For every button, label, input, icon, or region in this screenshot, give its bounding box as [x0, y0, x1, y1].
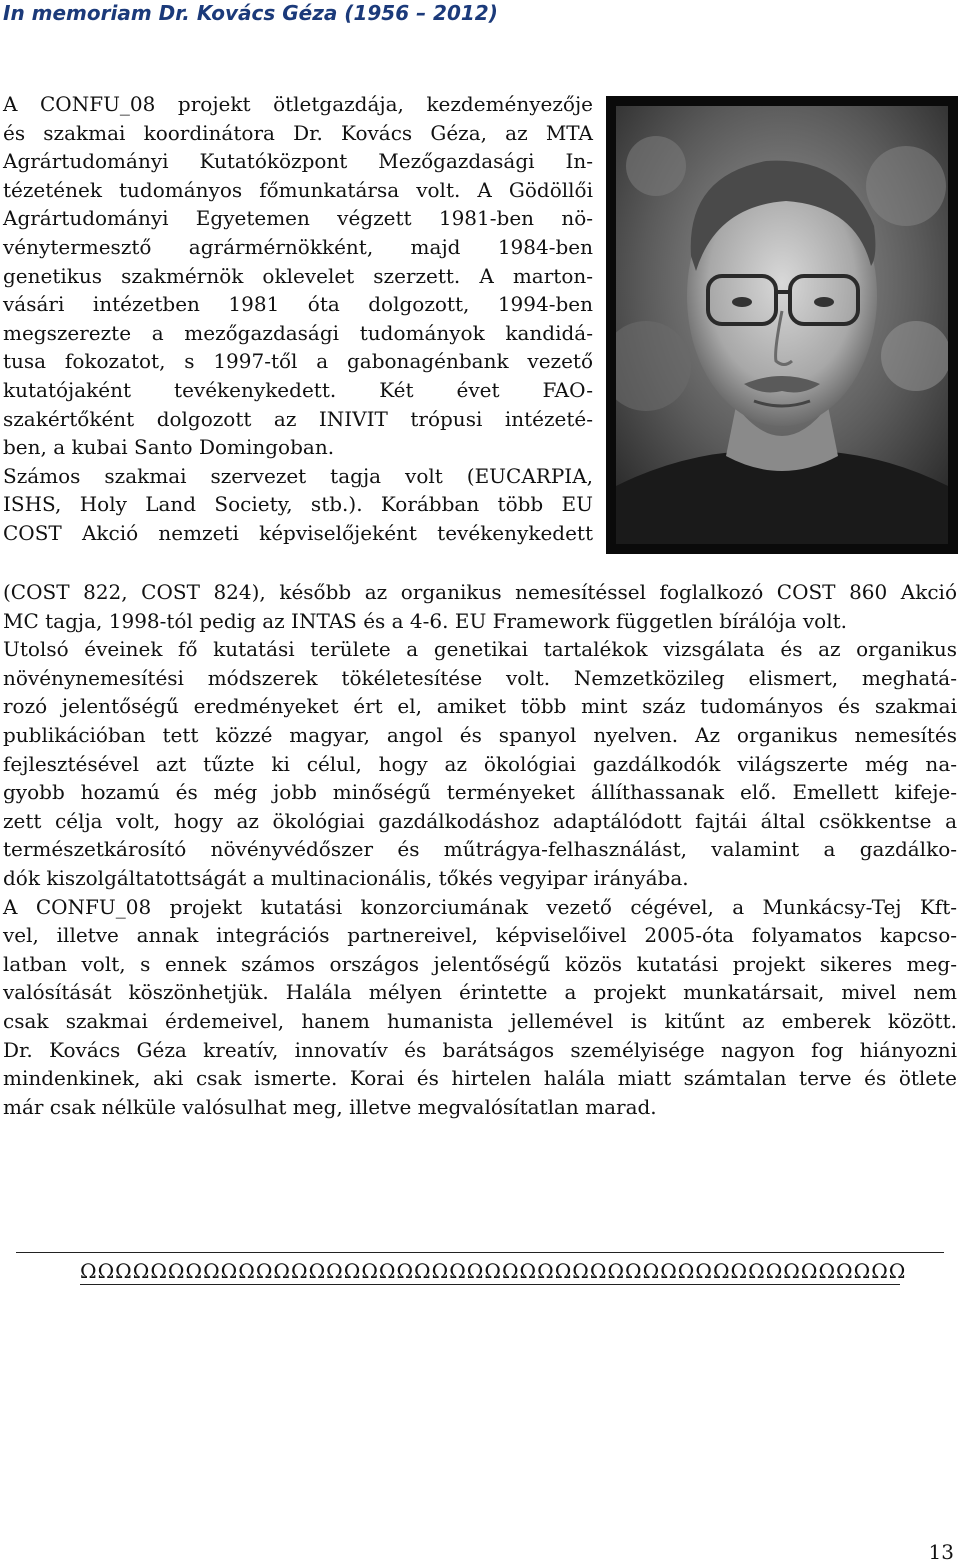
omega-ornament: ΩΩΩΩΩΩΩΩΩΩΩΩΩΩΩΩΩΩΩΩΩΩΩΩΩΩΩΩΩΩΩΩΩΩΩΩΩΩΩΩΩΩΩΩΩΩΩ [80, 1259, 907, 1283]
portrait-photo [606, 96, 958, 554]
text-line: csak szakmai érdemeivel, hanem humanista jellemével is kitűnt az emberek között. [3, 1008, 957, 1033]
text-line: vel, illetve annak integrációs partnereivel, képviselőivel 2005-óta folyamatos kapcso- [3, 923, 957, 948]
text-line: ISHS, Holy Land Society, stb.). Korábban több EU [3, 492, 593, 517]
text-line: fejlesztésével azt tűzte ki célul, hogy az ökológiai gazdálkodók világszerte még na- [3, 751, 957, 776]
text-line: növénynemesítési módszerek tökéletesítése volt. Nemzetközileg elismert, meghatá- [3, 665, 957, 690]
text-line: gyobb hozamú és még jobb minőségű terményeket állíthassanak elő. Emellett kifeje- [3, 780, 957, 805]
text-line: kutatójaként tevékenykedett. Két évet FAO- [3, 377, 593, 402]
text-line: vénytermesztő agrármérnökként, majd 1984-ben [3, 234, 593, 259]
text-line: és szakmai koordinátora Dr. Kovács Géza, az MTA [3, 120, 593, 145]
text-line: rozó jelentőségű eredményeket ért el, amiket több mint száz tudományos és szakmai [3, 694, 957, 719]
page-title: In memoriam Dr. Kovács Géza (1956 – 2012) [3, 1, 498, 25]
text-line: tézetének tudományos főmunkatársa volt. A Gödöllői [3, 177, 593, 202]
text-line: Utolsó éveinek fő kutatási területe a genetikai tartalékok vizsgálata és az organikus [3, 637, 957, 662]
text-line: genetikus szakmérnök oklevelet szerzett. A marton- [3, 263, 593, 288]
text-line: valósítását köszönhetjük. Halála mélyen érintette a projekt munkatársait, mivel nem [3, 980, 957, 1005]
text-line: szakértőként dolgozott az INIVIT trópusi intézeté- [3, 406, 593, 431]
page-number: 13 [928, 1540, 954, 1564]
text-line: ben, a kubai Santo Domingoban. [3, 435, 335, 460]
separator-rule [16, 1252, 944, 1253]
text-line: Agrártudományi Kutatóközpont Mezőgazdasági In- [3, 149, 593, 174]
portrait-image [616, 106, 948, 544]
text-line: Számos szakmai szervezet tagja volt (EUCARPIA, [3, 463, 593, 488]
text-line: COST Akció nemzeti képviselőjeként tevékenykedett [3, 520, 593, 545]
text-line: mindenkinek, aki csak ismerte. Korai és hirtelen halála miatt számtalan terve és ötlete [3, 1066, 957, 1091]
text-line: természetkárosító növényvédőszer és műtrágya-felhasználást, valamint a gazdálko- [3, 837, 957, 862]
text-line: publikációban tett közzé magyar, angol és spanyol nyelven. Az organikus nemesítés [3, 722, 957, 747]
text-line: zett célja volt, hogy az ökológiai gazdálkodáshoz adaptálódott fajtái által csökkentse a [3, 808, 957, 833]
text-line: A CONFU_08 projekt kutatási konzorciumának vezető cégével, a Munkácsy-Tej Kft- [3, 894, 957, 919]
text-line: tusa fokozatot, s 1997-től a gabonagénbank vezető [3, 349, 593, 374]
text-line: megszerezte a mezőgazdasági tudományok kandidá- [3, 320, 593, 345]
text-line: latban volt, s ennek számos országos jelentőségű közös kutatási projekt sikeres meg- [3, 951, 957, 976]
text-line: MC tagja, 1998-tól pedig az INTAS és a 4-6. EU Framework független bírálója volt. [3, 608, 847, 633]
text-line: dók kiszolgáltatottságát a multinacionális, tőkés vegyipar irányába. [3, 865, 689, 890]
text-line: vásári intézetben 1981 óta dolgozott, 1994-ben [3, 292, 593, 317]
full-width-paragraph [3, 578, 957, 1121]
wrapped-paragraph [3, 90, 593, 548]
text-line: (COST 822, COST 824), később az organikus nemesítéssel foglalkozó COST 860 Akció [3, 580, 957, 604]
text-line: már csak nélküle valósulhat meg, illetve megvalósítatlan marad. [3, 1094, 657, 1119]
text-line: A CONFU_08 projekt ötletgazdája, kezdeményezője [3, 92, 593, 116]
text-line: Dr. Kovács Géza kreatív, innovatív és barátságos személyisége nagyon fog hiányozni [3, 1037, 957, 1062]
text-line: Agrártudományi Egyetemen végzett 1981-ben nö- [3, 206, 593, 231]
